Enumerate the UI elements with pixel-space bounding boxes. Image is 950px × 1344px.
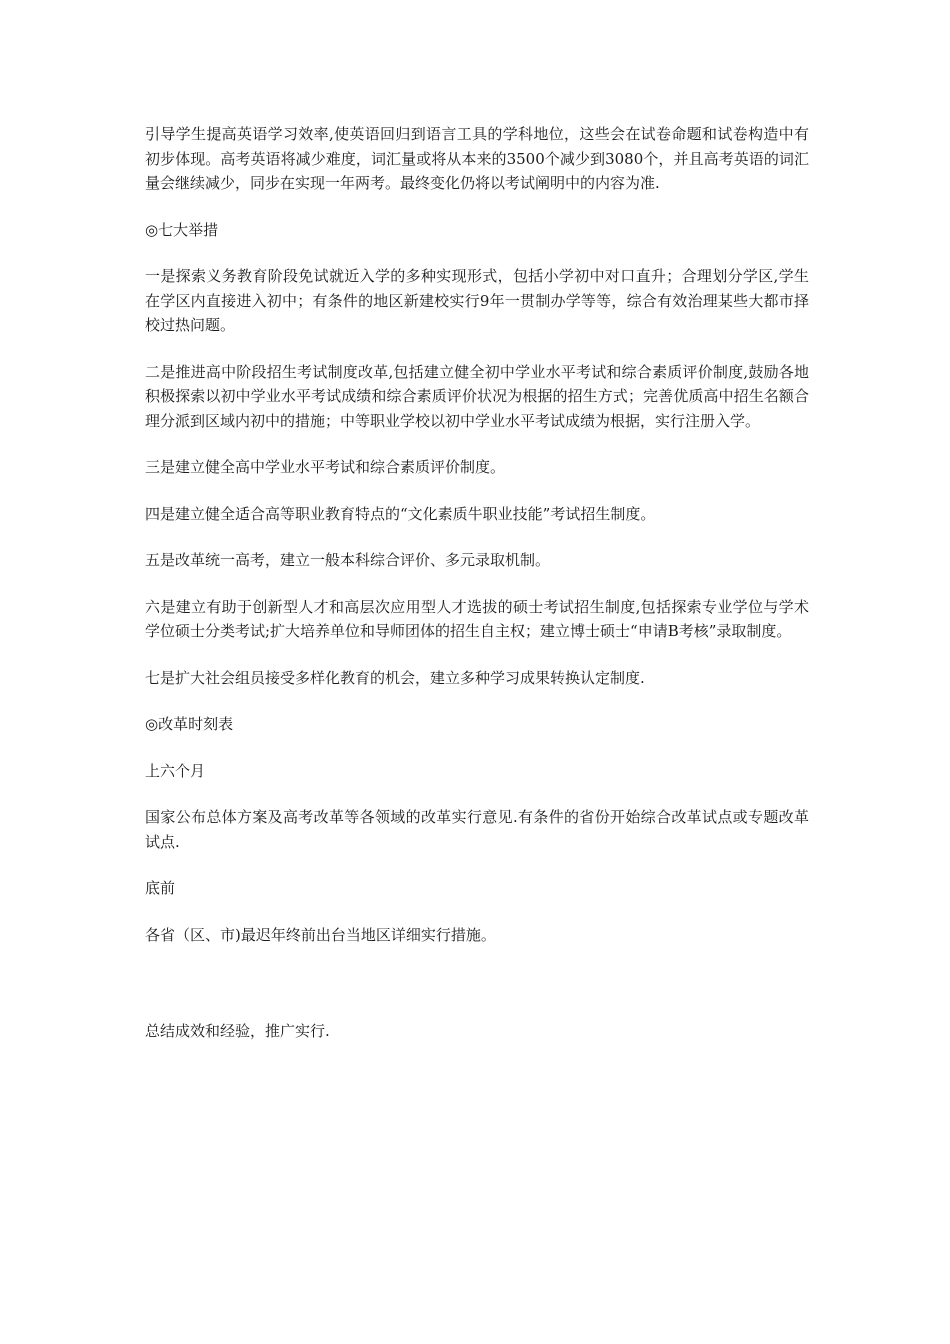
paragraph-first-half: 国家公布总体方案及高考改革等各领域的改革实行意见.有条件的省份开始综合改革试点或专题改革试点. [145, 808, 809, 851]
paragraph-english-reform: 引导学生提高英语学习效率,使英语回归到语言工具的学科地位，这些会在试卷命题和试卷构造中有初步体现。高考英语将减少难度，词汇量或将从本来的3500个减少到3080个，并且高考英语的词汇量会继续减少，同步在实现一年两考。最终变化仍将以考试阐明中的内容为准. [145, 125, 809, 192]
timetable-label-year-end: 底前 [145, 879, 176, 897]
heading-seven-measures: ◎七大举措 [145, 220, 219, 239]
paragraph-measure-1: 一是探索义务教育阶段免试就近入学的多种实现形式，包括小学初中对口直升；合理划分学区,学生在学区内直接进入初中；有条件的地区新建校实行9年一贯制办学等等，综合有效治理某些大都市择校过热问题。 [145, 267, 809, 334]
paragraph-measure-5: 五是改革统一高考，建立一般本科综合评价、多元录取机制。 [145, 551, 551, 569]
paragraph-measure-7: 七是扩大社会组员接受多样化教育的机会，建立多种学习成果转换认定制度. [145, 668, 645, 687]
paragraph-measure-3: 三是建立健全高中学业水平考试和综合素质评价制度。 [145, 458, 506, 476]
paragraph-summary: 总结成效和经验，推广实行. [145, 1022, 330, 1040]
timetable-label-first-half: 上六个月 [145, 761, 206, 780]
paragraph-measure-6: 六是建立有助于创新型人才和高层次应用型人才选拔的硕士考试招生制度,包括探索专业学位与学术学位硕士分类考试;扩大培养单位和导师团体的招生自主权；建立博士硕士“申请B考核”录取制度。 [145, 597, 809, 640]
heading-timetable: ◎改革时刻表 [145, 715, 234, 733]
paragraph-year-end: 各省（区、市)最迟年终前出台当地区详细实行措施。 [145, 925, 496, 944]
document-body [145, 122, 809, 1044]
paragraph-measure-4: 四是建立健全适合高等职业教育特点的“文化素质牛职业技能”考试招生制度。 [145, 504, 656, 523]
paragraph-measure-2: 二是推进高中阶段招生考试制度改革,包括建立健全初中学业水平考试和综合素质评价制度,鼓励各地积极探索以初中学业水平考试成绩和综合素质评价状况为根据的招生方式；完善优质高中招生名额合理分派到区域内初中的措施；中等职业学校以初中学业水平考试成绩为根据，实行注册入学。 [145, 362, 809, 430]
